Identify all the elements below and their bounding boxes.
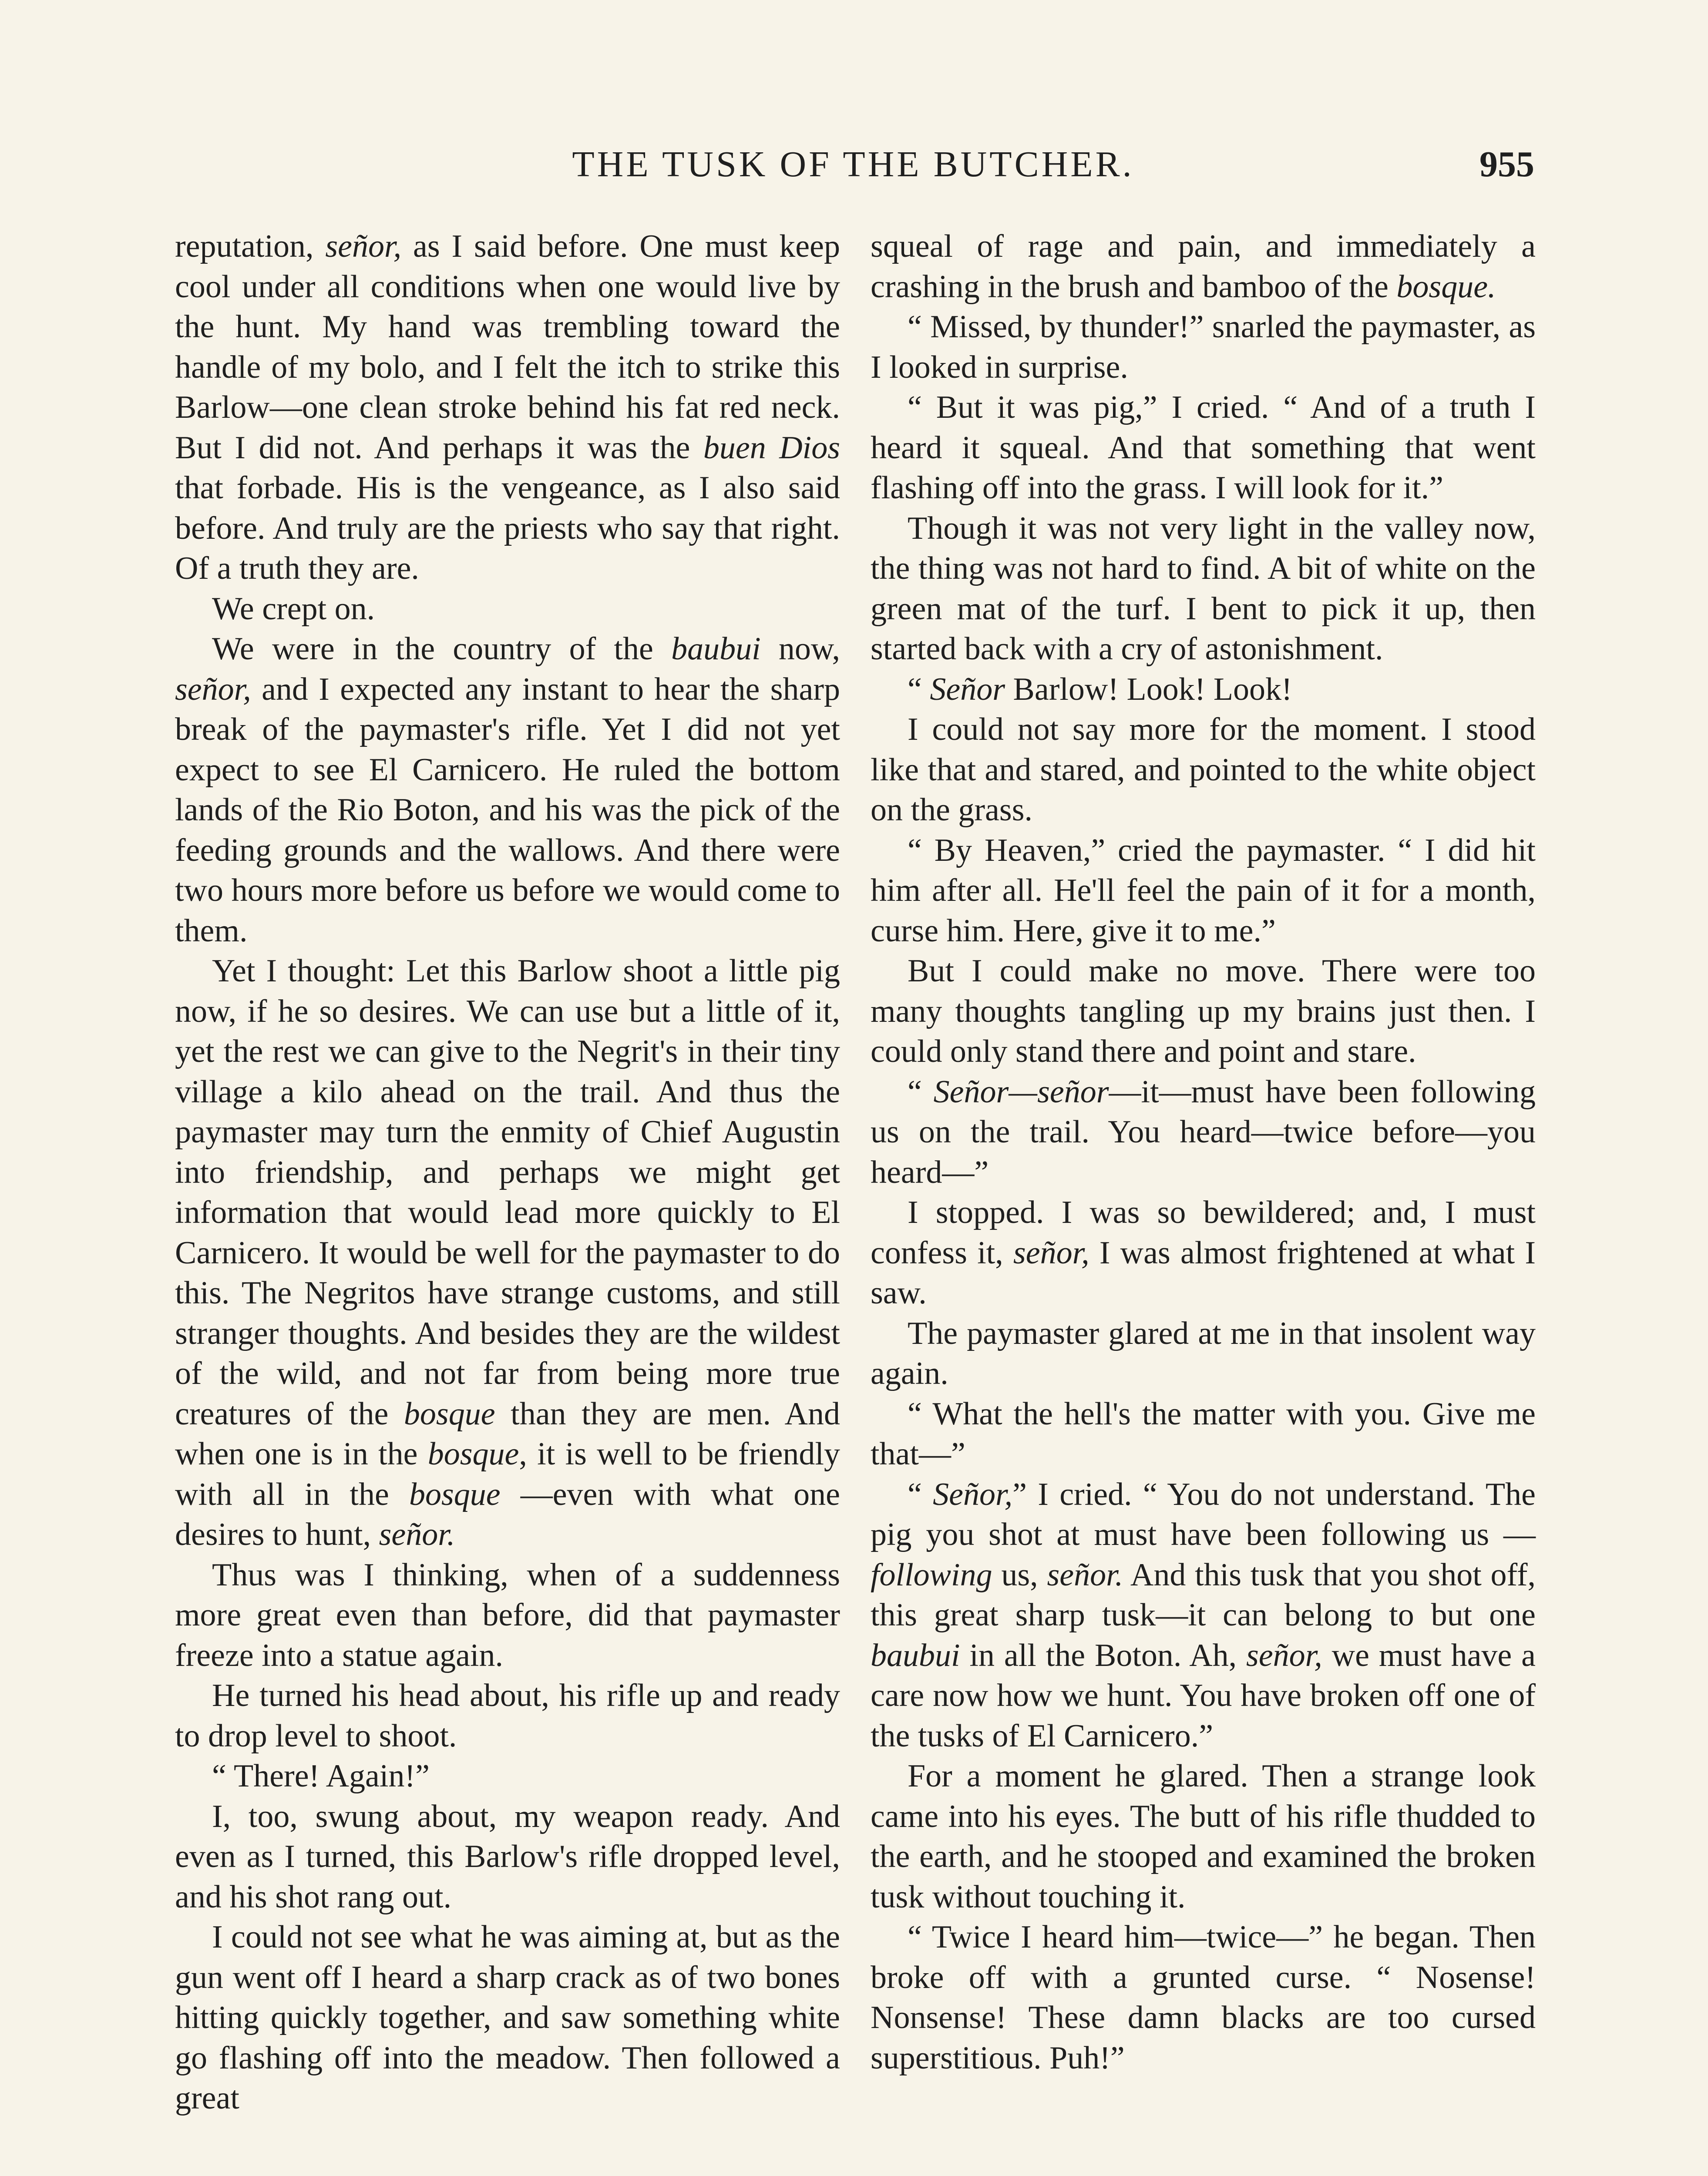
paragraph [871,508,1536,669]
text-run: I stopped. I was so bewildered; and, I must confess it, [871,1195,1536,1271]
italic-text: following [871,1557,992,1593]
text-run: I could not see what he was aiming at, but as the gun went off I heard a sharp crack as of two bones hitting quickly together, and saw something white go flashing off into the meadow. Then followed a great [175,1919,840,2116]
text-run: Yet I thought: Let this Barlow shoot a little pig now, if he so desires. We can use but a little of it, yet the rest we can give to the Negrit's in their tiny village a kilo ahead on the trail. And thus the paymaster may turn the enmity of Chief Augustin into friendship, and perhaps we might get information that would lead more quickly to El Carnicero. It would be well for the paymaster to do this. The Negritos have strange customs, and still stranger thoughts. And besides they are the wildest of the wild, and not far from being more true creatures of the [175,953,840,1432]
italic-text: Señor—señor [933,1074,1109,1110]
paragraph [871,1756,1536,1917]
text-run: Thus was I thinking, when of a suddenness more great even than before, did that paymaster freeze into a statue again. [175,1557,840,1673]
italic-text: señor. [379,1517,455,1552]
paragraph [871,1474,1536,1756]
page-header [172,138,1534,191]
italic-text: Señor, [933,1476,1013,1512]
text-run: “ By Heaven,” cried the paymaster. “ I did hit him after all. He'll feel the pain of it for a month, curse him. Here, give it to me.” [871,832,1536,949]
text-run: But I could make no move. There were too many thoughts tangling up my brains just then. I could only stand there and point and stare. [871,953,1536,1069]
text-run: reputation, [175,228,326,264]
right-column [871,226,1536,2176]
italic-text: bosque [409,1476,501,1512]
paragraph [871,387,1536,508]
text-run: The paymaster glared at me in that insolent way again. [871,1315,1536,1391]
paragraph [871,226,1536,307]
italic-text: señor, [175,671,251,707]
text-run: —it—must have been following us on the trail. You heard—twice before—you heard—” [871,1074,1536,1190]
paragraph [871,1313,1536,1394]
italic-text: bosque [403,1396,495,1432]
text-run: as I said before. One must keep cool under all conditions when one would live by the hunt. My hand was trembling toward the handle of my bolo, and I felt the itch to strike this Barlow—one clean stroke behind his fat red neck. But I did not. And perhaps it was the [175,228,840,466]
paragraph [871,830,1536,951]
paragraph [871,669,1536,710]
text-run: We were in the country of the [212,631,672,667]
italic-text: señor, [325,228,402,264]
italic-text: buen Dios [703,430,840,466]
text-run: We crept on. [212,591,375,627]
text-run: “ [908,671,930,707]
italic-text: señor, [1013,1235,1089,1271]
left-column [175,226,840,2176]
paragraph [175,629,840,951]
text-run: I, too, swung about, my weapon ready. And even as I turned, this Barlow's rifle dropped level, and his shot rang out. [175,1798,840,1915]
paragraph [871,307,1536,387]
paragraph [175,226,840,589]
text-run: in all the Boton. Ah, [960,1637,1247,1673]
text-run: “ But it was pig,” I cried. “ And of a truth I heard it squeal. And that something that went flashing off into the grass. I will look for it.” [871,390,1536,506]
text-run: squeal of rage and pain, and immediately a crashing in the brush and bamboo of the [871,228,1536,305]
italic-text: señor. [1047,1557,1123,1593]
text-run: “ There! Again!” [212,1758,430,1794]
paragraph [871,951,1536,1072]
text-run: now, [760,631,841,667]
paragraph [175,1555,840,1676]
text-run: we must have a care now how we hunt. You have broken off one of the tusks of El Carnicero.” [871,1637,1536,1754]
text-run: than they are men. And when one is in the [175,1396,840,1472]
paragraph [175,1797,840,1917]
text-run: Barlow! Look! Look! [1005,671,1292,707]
text-run: For a moment he glared. Then a strange look came into his eyes. The butt of his rifle thudded to the earth, and he stooped and examined the broken tusk without touching it. [871,1758,1536,1915]
paragraph [175,1676,840,1756]
text-run: us, [992,1557,1047,1593]
paragraph [175,1756,840,1797]
paragraph [871,1072,1536,1193]
text-run: , it is well to be friendly with all in the [175,1436,840,1512]
text-run: “ Twice I heard him—twice—” he began. Then broke off with a grunted curse. “ Nosense! Nonsense! These damn blacks are too cursed superstitious. Puh!” [871,1919,1536,2076]
text-run: “ [908,1074,934,1110]
italic-text: baubui [871,1637,960,1673]
text-run: that forbade. His is the vengeance, as I also said before. And truly are the priests who say that right. Of a truth they are. [175,470,840,586]
paragraph [175,589,840,629]
italic-text: señor, [1246,1637,1322,1673]
text-run: I could not say more for the moment. I stood like that and stared, and pointed to the white object on the grass. [871,712,1536,828]
text-run: —even with what one desires to hunt, [175,1476,840,1552]
text-run: He turned his head about, his rifle up and ready to drop level to shoot. [175,1678,840,1754]
italic-text: Señor [930,671,1005,707]
running-title: THE TUSK OF THE BUTCHER. [572,144,1134,185]
text-run: “ What the hell's the matter with you. Give me that—” [871,1396,1536,1472]
paragraph [175,951,840,1555]
paragraph [871,1192,1536,1313]
page-number: 955 [1479,144,1534,185]
text-run: And this tusk that you shot off, this great sharp tusk—it can belong to but one [871,1557,1536,1633]
text-run: ” I cried. “ You do not understand. The pig you shot at must have been following us — [871,1476,1536,1552]
paragraph [871,1917,1536,2078]
italic-text: baubui [671,631,761,667]
italic-text: bosque. [1396,269,1496,305]
text-run: and I expected any instant to hear the sharp break of the paymaster's rifle. Yet I did not yet expect to see El Carnicero. He ruled the bottom lands of the Rio Boton, and his was the pick of the feeding grounds and the wallows. And there were two hours more before us before we would come to them. [175,671,840,949]
paragraph [871,1394,1536,1474]
text-run: Though it was not very light in the valley now, the thing was not hard to find. A bit of white on the green mat of the turf. I bent to pick it up, then started back with a cry of astonishment. [871,510,1536,667]
text-run: I was almost frightened at what I saw. [871,1235,1536,1311]
italic-text: bosque [427,1436,519,1472]
text-run: “ Missed, by thunder!” snarled the paymaster, as I looked in surprise. [871,309,1536,385]
paragraph [871,709,1536,830]
text-run: “ [908,1476,933,1512]
paragraph [175,1917,840,2119]
